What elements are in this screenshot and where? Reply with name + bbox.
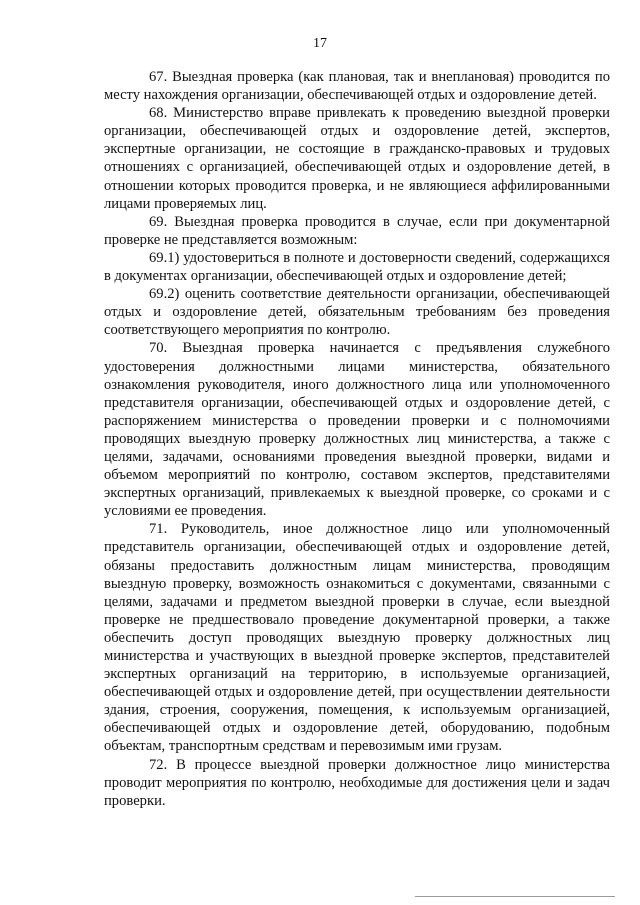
paragraph-72: 72. В процессе выездной проверки должностное лицо министерства проводит мероприятия по контролю, необходимые для достижения цели и задач проверки. <box>104 756 610 809</box>
paragraph-69-2: 69.2) оценить соответствие деятельности организации, обеспечивающей отдых и оздоровление детей, обязательным требованиям без проведения соответствующего мероприятия по контролю. <box>104 286 610 339</box>
paragraph-69-1: 69.1) удостовериться в полноте и достоверности сведений, содержащихся в документах организации, обеспечивающей отдых и оздоровление детей; <box>104 249 610 285</box>
paragraph-70: 70. Выездная проверка начинается с предъявления служебного удостоверения должностными лицами министерства, обязательного ознакомления руководителя, иного должностного лица или уполномоченного представителя организации, обеспечивающей отдых и оздоровление детей, с распоряжением министерства о проведении проверки и с полномочиями проводящих выездную проверку должностных лиц министерства, а также с целями, задачами, основаниями проведения выездной проверки, видами и объемом мероприятий по контролю, составом экспертов, представителями экспертных организаций, привлекаемых к выездной проверке, со сроками и с условиями ее проведения. <box>104 340 610 520</box>
paragraph-69: 69. Выездная проверка проводится в случае, если при документарной проверке не представляется возможным: <box>104 213 610 248</box>
paragraph-71: 71. Руководитель, иное должностное лицо или уполномоченный представитель организации, обеспечивающей отдых и оздоровление детей, обязаны предоставить должностным лицам министерства, проводящим выездную проверку, возможность ознакомиться с документами, связанными с целями, задачами и предметом выездной проверки в случае, если выездной проверке не предшествовало проведение документарной проверки, а также обеспечить доступ проводящих выездную проверку должностных лиц министерства и участвующих в выездной проверке экспертов, представителей экспертных организаций на территорию, в используемые организацией, обеспечивающей отдых и оздоровление детей, при осуществлении деятельности здания, строения, сооружения, помещения, к используемым организацией, обеспечивающей отдых и оздоровление детей, оборудованию, подобным объектам, транспортным средствам и перевозимым ими грузам. <box>104 521 610 755</box>
footer-rule <box>415 896 615 897</box>
page-number: 17 <box>313 36 327 51</box>
paragraph-68: 68. Министерство вправе привлекать к проведению выездной проверки организации, обеспечивающей отдых и оздоровление детей, экспертов, экспертные организации, не состоящие в гражданско-правовых и трудовых отношениях с организацией, обеспечивающей отдых и оздоровление детей, в отношении которых проводится проверка, и не являющиеся аффилированными лицами проверяемых лиц. <box>104 105 610 212</box>
document-body <box>104 68 610 810</box>
paragraph-67: 67. Выездная проверка (как плановая, так и внеплановая) проводится по месту нахождения организации, обеспечивающей отдых и оздоровление детей. <box>104 69 610 104</box>
